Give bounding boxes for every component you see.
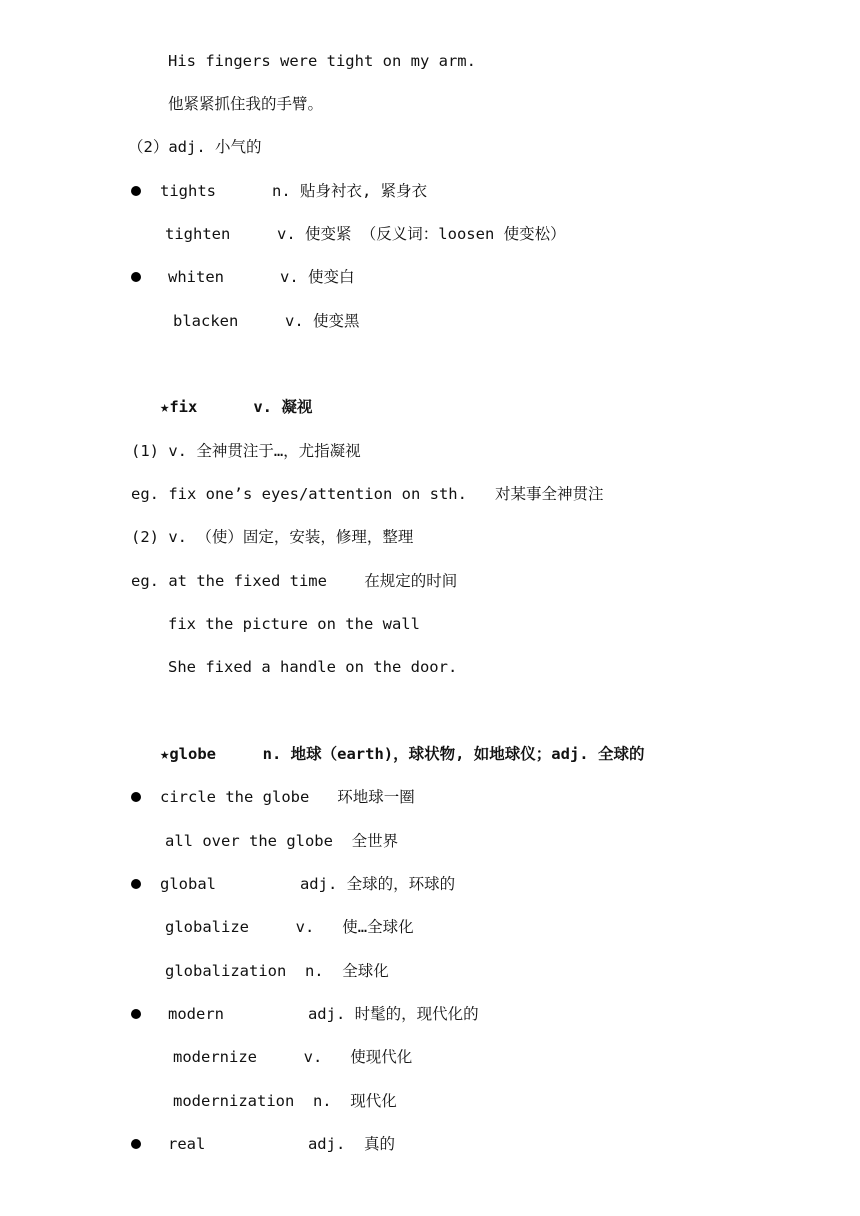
example-line: eg. fix one’s eyes/attention on sth. 对某事全神贯注	[131, 485, 604, 503]
vocab-entry: circle the globe 环地球一圈	[160, 788, 415, 806]
headword-heading: ★globe n. 地球（earth)，球状物, 如地球仪；adj. 全球的	[160, 745, 645, 763]
vocab-entry: all over the globe 全世界	[165, 832, 399, 850]
translation-line: 他紧紧抓住我的手臂。	[168, 95, 324, 113]
vocab-entry: globalize v. 使…全球化	[165, 918, 414, 936]
bullet-icon	[131, 1009, 141, 1019]
bullet-icon	[131, 792, 141, 802]
vocab-entry: global adj. 全球的，环球的	[160, 875, 456, 893]
bullet-icon	[131, 879, 141, 889]
vocab-entry: whiten v. 使变白	[168, 268, 355, 286]
example-line: fix the picture on the wall	[168, 615, 420, 633]
vocab-entry: modernization n. 现代化	[173, 1092, 397, 1110]
sense-line: (1) v. 全神贯注于…，尤指凝视	[131, 442, 361, 460]
example-sentence: His fingers were tight on my arm.	[168, 52, 476, 70]
bullet-icon	[131, 186, 141, 196]
vocab-entry: tights n. 贴身衬衣, 紧身衣	[160, 182, 428, 200]
headword-heading: ★fix v. 凝视	[160, 398, 313, 416]
sense-line: (2) v. （使）固定，安装，修理，整理	[131, 528, 414, 546]
vocab-entry: blacken v. 使变黑	[173, 312, 360, 330]
bullet-icon	[131, 272, 141, 282]
vocab-entry: real adj. 真的	[168, 1135, 395, 1153]
example-line: eg. at the fixed time 在规定的时间	[131, 572, 458, 590]
sense-line: （2）adj. 小气的	[128, 138, 262, 156]
vocab-entry: modern adj. 时髦的，现代化的	[168, 1005, 479, 1023]
example-sentence: She fixed a handle on the door.	[168, 658, 458, 676]
vocab-entry: tighten v. 使变紧 （反义词：loosen 使变松）	[165, 225, 566, 243]
vocab-entry: globalization n. 全球化	[165, 962, 389, 980]
vocab-entry: modernize v. 使现代化	[173, 1048, 413, 1066]
bullet-icon	[131, 1139, 141, 1149]
